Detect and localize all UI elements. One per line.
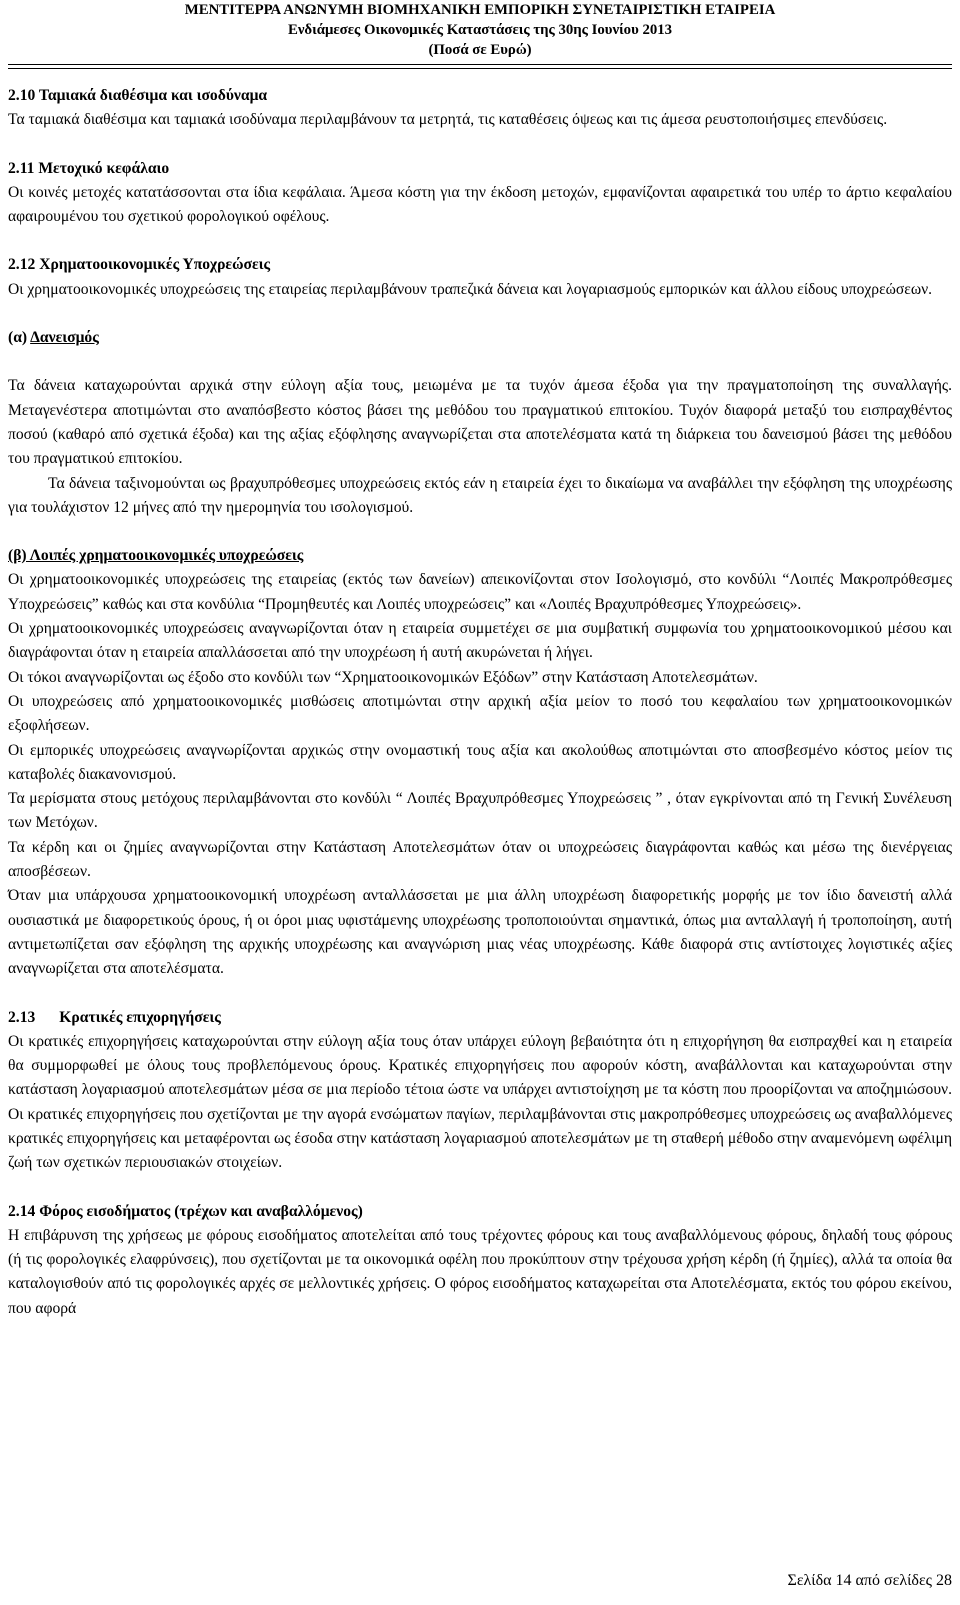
currency-note: (Ποσά σε Ευρώ) (428, 42, 532, 58)
section-2-11-paragraph: Οι κοινές μετοχές κατατάσσονται στα ίδια κεφάλαια. Άμεσα κόστη για την έκδοση μετοχών, εμφανίζονται αφαιρετικά του υπέρ το άρτιο κεφαλαίου αφαιρουμένου του σχετικού φορολογικού οφέλους. (8, 183, 952, 226)
section-2-14-title: 2.14 Φόρος εισοδήματος (τρέχων και αναβαλλόμενος) (8, 1202, 363, 1220)
subsection-a-paragraph-1: Τα δάνεια καταχωρούνται αρχικά στην εύλογη αξία τους, μειωμένα με τα τυχόν άμεσα έξοδα για την πραγματοποίηση της συναλλαγής. Μεταγενέστερα αποτιμώνται στο αναπόσβεστο κόστος βάσει της μεθόδου του πραγματικού επιτοκίου. Τυχόν διαφορά μεταξύ του εισπραχθέντος ποσού (καθαρό από σχετικά έξοδα) και της αξίας εξόφλησης αναγνωρίζεται στα αποτελέσματα κατά τη διάρκεια του δανεισμού βάσει της μεθόδου του πραγματικού επιτοκίου. (8, 377, 952, 468)
section-2-11-title: 2.11 Μετοχικό κεφάλαιο (8, 159, 170, 177)
section-2-14-paragraph: Η επιβάρυνση της χρήσεως με φόρους εισοδήματος αποτελείται από τους τρέχοντες φόρους και τους αναβαλλόμενους φόρους, δηλαδή τους φόρους (ή τις φορολογικές ελαφρύνσεις), που σχετίζονται με τα οικονομικά οφέλη που προκύπτουν στην τρέχουσα χρήση κέρδη (ή ζημίες), αλλά τα οποία θα καταλογισθούν από τις φορολογικές αρχές σε μελλοντικές χρήσεις. Ο φόρος εισοδήματος καταχωρείται στα Αποτελέσματα, εκτός του φόρου εκείνου, που αφορά (8, 1226, 952, 1317)
subsection-a-paragraph-2: Τα δάνεια ταξινομούνται ως βραχυπρόθεσμες υποχρεώσεις εκτός εάν η εταιρεία έχει το δικαίωμα να αναβάλλει την εξόφληση της υποχρέωσης για τουλάχιστον 12 μήνες από την ημερομηνία του ισολογισμού. (8, 474, 952, 516)
section-2-13-number: 2.13 (8, 1008, 36, 1026)
section-2-10-title: 2.10 Ταμιακά διαθέσιμα και ισοδύναμα (8, 87, 268, 104)
subsection-b-paragraph-6: Τα μερίσματα στους μετόχους περιλαμβάνονται στο κονδύλι “ Λοιπές Βραχυπρόθεσμες Υποχρεώσεις ” , όταν εγκρίνονται από τη Γενική Συνέλευση των Μετόχων. (8, 790, 952, 832)
subsection-a-title (8, 326, 952, 350)
statements-title: Ενδιάμεσες Οικονομικές Καταστάσεις της 30ης Ιουνίου 2013 (287, 22, 673, 38)
section-2-13-paragraph: Οι κρατικές επιχορηγήσεις καταχωρούνται στην εύλογη αξία τους όταν υπάρχει εύλογη βεβαιότητα ότι η επιχορήγηση θα εισπραχθεί και η εταιρεία θα συμμορφωθεί με όλους τους προβλεπόμενους όρους. Κρατικές επιχορηγήσεις που αφορούν κόστη, αναβάλλονται και καταχωρούνται στην κατάσταση λογαριασμού αποτελεσμάτων μέσα σε μια περίοδο τέτοια ώστε να υπάρχει αντιστοίχηση με τα κόστη που προορίζονται να αποζημιώσουν. Οι κρατικές επιχορηγήσεις που σχετίζονται με την αγορά ενσώματων παγίων, περιλαμβάνονται στις μακροπρόθεσμες υποχρεώσεις ως αναβαλλόμενες κρατικές επιχορηγήσεις και μεταφέρονται ως έσοδα στην κατάσταση λογαριασμού αποτελεσμάτων με τη σταθερή μέθοδο στην αναμενόμενη ωφέλιμη ζωή των σχετικών περιουσιακών στοιχείων. (8, 1032, 952, 1172)
subsection-a-heading: Δανεισμός (30, 329, 99, 347)
subsection-a-label: (α) (8, 329, 31, 347)
page-header (0, 0, 960, 60)
subsection-b-paragraph-5: Οι εμπορικές υποχρεώσεις αναγνωρίζονται αρχικώς στην ονομαστική τους αξία και ακολούθως αποτιμώνται στο αποσβεσμένο κόστος μείον τις καταβολές διακανονισμού. (8, 741, 952, 783)
section-2-10-paragraph: Τα ταμιακά διαθέσιμα και ταμιακά ισοδύναμα περιλαμβάνουν τα μετρητά, τις καταθέσεις όψεως και τις άμεσα ρευστοποιήσιμες επενδύσεις. (8, 111, 888, 129)
subsection-b-paragraph-1: Οι χρηματοοικονομικές υποχρεώσεις της εταιρείας (εκτός των δανείων) απεικονίζονται στον Ισολογισμό, στο κονδύλι “Λοιπές Μακροπρόθεσμες Υποχρεώσεις” καθώς και στα κονδύλια “Προμηθευτές και Λοιπές υποχρεώσεις” και «Λοιπές Βραχυπρόθεσμες Υποχρεώσεις». (8, 571, 952, 613)
subsection-b-paragraph-8: Όταν μια υπάρχουσα χρηματοοικονομική υποχρέωση ανταλλάσσεται με μια άλλη υποχρέωση διαφορετικής μορφής με τον ίδιο δανειστή αλλά ουσιαστικά με διαφορετικούς όρους, ή οι όροι μιας υφιστάμενης υποχρέωσης τροποποιούνται σημαντικά, όπως μια ανταλλαγή ή τροποποίηση, αυτή αντιμετωπίζεται σαν εξόφληση της αρχικής υποχρέωσης και αναγνώριση μιας νέας υποχρέωσης. Κάθε διαφορά στις αντίστοιχες λογιστικές αξίες αναγνωρίζεται στα αποτελέσματα. (8, 887, 952, 978)
document-body (8, 84, 952, 1321)
subsection-b-paragraph-2: Οι χρηματοοικονομικές υποχρεώσεις αναγνωρίζονται όταν η εταιρεία συμμετέχει σε μια συμβατική συμφωνία του χρηματοοικονομικού μέσου και διαγράφονται όταν η εταιρεία απαλλάσσεται από την υποχρέωση ή αυτή ακυρώνεται ή λήγει. (8, 620, 952, 662)
header-divider-top (8, 64, 952, 65)
subsection-b-paragraph-3: Οι τόκοι αναγνωρίζονται ως έξοδο στο κονδύλι των “Χρηματοοικονομικών Εξόδων” στην Κατάσταση Αποτελεσμάτων. (8, 668, 758, 686)
section-2-13-heading: Κρατικές επιχορηγήσεις (59, 1008, 221, 1026)
header-divider-bottom (8, 68, 952, 69)
company-name: ΜΕΝΤΙΤΕΡΡΑ ΑΝΩΝΥΜΗ ΒΙΟΜΗΧΑΝΙΚΗ ΕΜΠΟΡΙΚΗ ΣΥΝΕΤΑΙΡΙΣΤΙΚΗ ΕΤΑΙΡΕΙΑ (184, 2, 776, 18)
subsection-b-paragraph-4: Οι υποχρεώσεις από χρηματοοικονομικές μισθώσεις αποτιμώνται στην αρχική αξία μείον το ποσό του κεφαλαίου των χρηματοοικονομικών εξοφλήσεων. (8, 692, 952, 735)
section-2-12-title: 2.12 Χρηματοοικονομικές Υποχρεώσεις (8, 256, 271, 274)
section-2-13-title (8, 1006, 952, 1030)
section-2-12-paragraph: Οι χρηματοοικονομικές υποχρεώσεις της εταιρείας περιλαμβάνουν τραπεζικά δάνεια και λογαριασμούς εμπορικών και άλλου είδους υποχρεώσεων. (8, 280, 933, 298)
page-number: Σελίδα 14 από σελίδες 28 (787, 1572, 952, 1589)
subsection-b-title: (β) Λοιπές χρηματοοικονομικές υποχρεώσεις (8, 547, 304, 565)
subsection-b-paragraph-7: Τα κέρδη και οι ζημίες αναγνωρίζονται στην Κατάσταση Αποτελεσμάτων όταν οι υποχρεώσεις διαγράφονται καθώς και μέσω της διενέργειας αποσβέσεων. (8, 838, 952, 881)
